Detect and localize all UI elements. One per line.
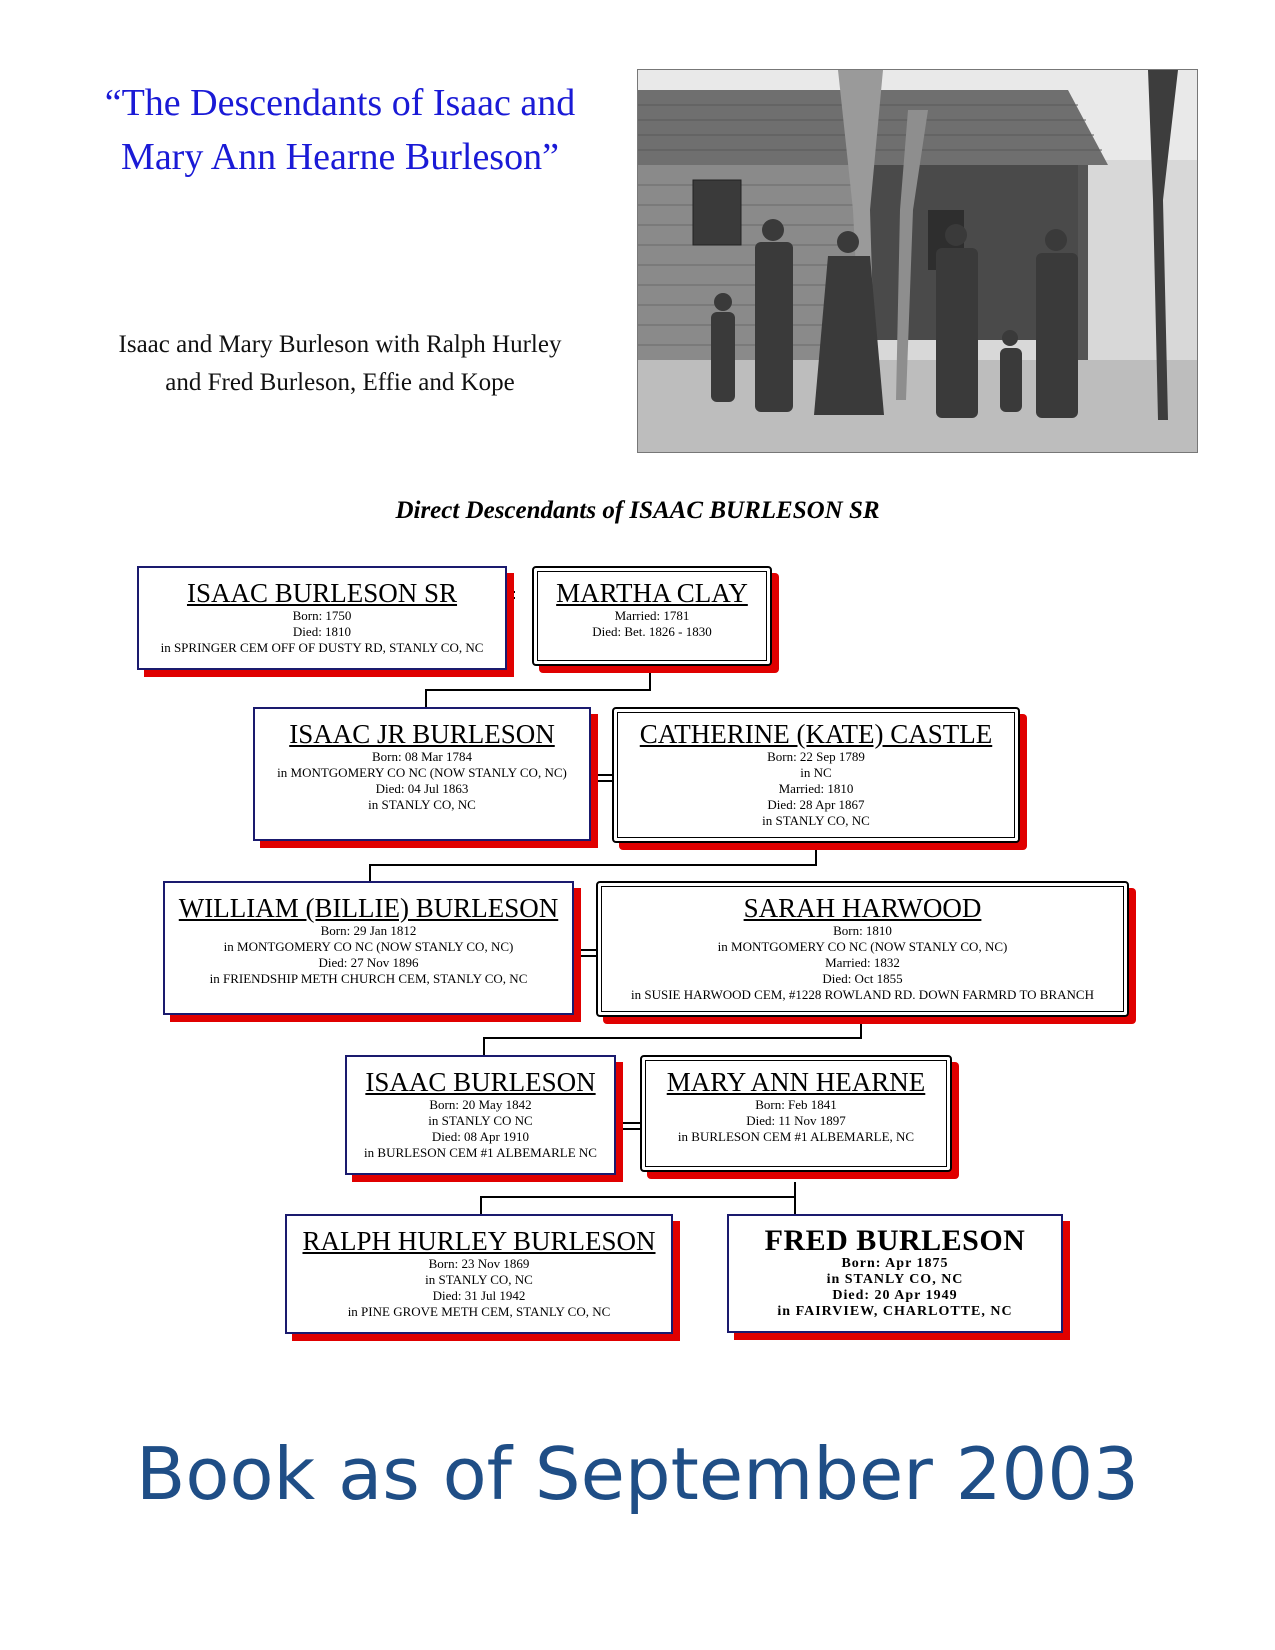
person-name: SARAH HARWOOD	[743, 893, 982, 923]
person-name: WILLIAM (BILLIE) BURLESON	[178, 893, 559, 923]
person-detail: in STANLY CO, NC	[762, 813, 870, 828]
person-detail: Died: 28 Apr 1867	[767, 797, 865, 812]
photo-caption	[70, 326, 610, 402]
person-detail: Died: 1810	[292, 624, 352, 639]
person-detail: Died: 31 Jul 1942	[432, 1288, 526, 1303]
descent-connector	[483, 1037, 485, 1055]
person-detail: Died: 04 Jul 1863	[375, 781, 469, 796]
person-detail: in BURLESON CEM #1 ALBEMARLE, NC	[677, 1129, 915, 1144]
person-detail: Died: Oct 1855	[822, 971, 903, 986]
person-name: ISAAC JR BURLESON	[289, 719, 555, 749]
person-detail: Born: Apr 1875	[841, 1256, 949, 1271]
descent-connector	[480, 1196, 796, 1198]
marriage-connector	[591, 780, 612, 782]
person-detail: Born: 23 Nov 1869	[428, 1256, 530, 1271]
descent-connector	[815, 847, 817, 865]
marriage-connector	[616, 1122, 640, 1124]
person-card-isaac-burleson-sr	[137, 566, 507, 670]
person-card-catherine-castle	[612, 707, 1020, 843]
marriage-connector	[574, 949, 596, 951]
title-line-1: “The Descendants of Isaac and	[104, 82, 576, 124]
person-card-fred-burleson	[727, 1214, 1063, 1333]
book-date-footer: Book as of September 2003	[136, 1432, 1139, 1516]
person-detail: in MONTGOMERY CO NC (NOW STANLY CO, NC)	[717, 939, 1008, 954]
descent-connector	[794, 1182, 796, 1214]
person-name: RALPH HURLEY BURLESON	[302, 1226, 656, 1256]
descent-connector	[369, 864, 817, 866]
caption-line-1: Isaac and Mary Burleson with Ralph Hurley	[118, 331, 562, 358]
person-detail: in MONTGOMERY CO NC (NOW STANLY CO, NC)	[277, 765, 567, 780]
caption-line-2: and Fred Burleson, Effie and Kope	[165, 369, 515, 396]
person-detail: Died: 11 Nov 1897	[746, 1113, 846, 1128]
person-name: FRED BURLESON	[764, 1224, 1026, 1257]
descent-connector	[480, 1196, 482, 1214]
person-name: MARY ANN HEARNE	[666, 1067, 926, 1097]
person-card-sarah-harwood	[596, 881, 1129, 1017]
person-detail: Born: 22 Sep 1789	[767, 749, 865, 764]
person-detail: Married: 1781	[614, 608, 690, 623]
descent-connector	[483, 1037, 862, 1039]
person-card-martha-clay	[532, 566, 772, 666]
person-card-ralph-hurley-burleson	[285, 1214, 673, 1334]
person-detail: Died: 08 Apr 1910	[431, 1129, 530, 1144]
person-detail: in SUSIE HARWOOD CEM, #1228 ROWLAND RD. DOWN FARMRD TO BRANCH	[631, 987, 1094, 1002]
person-detail: in NC	[800, 765, 832, 780]
person-name: MARTHA CLAY	[556, 578, 748, 608]
person-card-william-burleson	[163, 881, 574, 1015]
person-card-mary-ann-hearne	[640, 1055, 952, 1172]
person-detail: in SPRINGER CEM OFF OF DUSTY RD, STANLY CO, NC	[160, 640, 484, 655]
descent-connector	[649, 670, 651, 690]
person-name: ISAAC BURLESON SR	[186, 578, 458, 608]
person-detail: in STANLY CO, NC	[368, 797, 476, 812]
person-name: CATHERINE (KATE) CASTLE	[639, 719, 993, 749]
person-detail: Died: Bet. 1826 - 1830	[592, 624, 712, 639]
descent-connector	[860, 1021, 862, 1038]
tree-heading: Direct Descendants of ISAAC BURLESON SR	[395, 497, 880, 524]
person-detail: in FAIRVIEW, CHARLOTTE, NC	[777, 1304, 1013, 1319]
person-detail: Born: 1750	[292, 608, 352, 623]
person-detail: Died: 20 Apr 1949	[832, 1288, 958, 1303]
person-detail: Born: 29 Jan 1812	[320, 923, 417, 938]
marriage-connector	[574, 955, 596, 957]
title-line-2: Mary Ann Hearne Burleson”	[121, 136, 559, 178]
person-detail: in PINE GROVE METH CEM, STANLY CO, NC	[347, 1304, 611, 1319]
family-photo	[637, 69, 1198, 453]
person-detail: Born: 1810	[833, 923, 892, 938]
person-detail: Born: 20 May 1842	[429, 1097, 532, 1112]
person-detail: in STANLY CO, NC	[826, 1272, 964, 1287]
person-detail: Died: 27 Nov 1896	[318, 955, 419, 970]
person-detail: in STANLY CO, NC	[425, 1272, 533, 1287]
person-detail: in STANLY CO NC	[428, 1113, 533, 1128]
descent-connector	[369, 864, 371, 881]
person-card-isaac-jr-burleson	[253, 707, 591, 841]
person-detail: in MONTGOMERY CO NC (NOW STANLY CO, NC)	[223, 939, 514, 954]
person-detail: Married: 1832	[825, 955, 900, 970]
descent-connector	[425, 689, 427, 707]
descent-connector	[425, 689, 651, 691]
document-title	[60, 76, 620, 184]
marriage-connector	[591, 774, 612, 776]
person-name: ISAAC BURLESON	[365, 1067, 596, 1097]
person-detail: Born: 08 Mar 1784	[371, 749, 473, 764]
marriage-connector	[616, 1128, 640, 1130]
person-detail: in FRIENDSHIP METH CHURCH CEM, STANLY CO, NC	[209, 971, 528, 986]
person-detail: in BURLESON CEM #1 ALBEMARLE NC	[364, 1145, 597, 1160]
person-card-isaac-burleson	[345, 1055, 616, 1175]
person-detail: Married: 1810	[778, 781, 854, 796]
person-detail: Born: Feb 1841	[755, 1097, 837, 1112]
